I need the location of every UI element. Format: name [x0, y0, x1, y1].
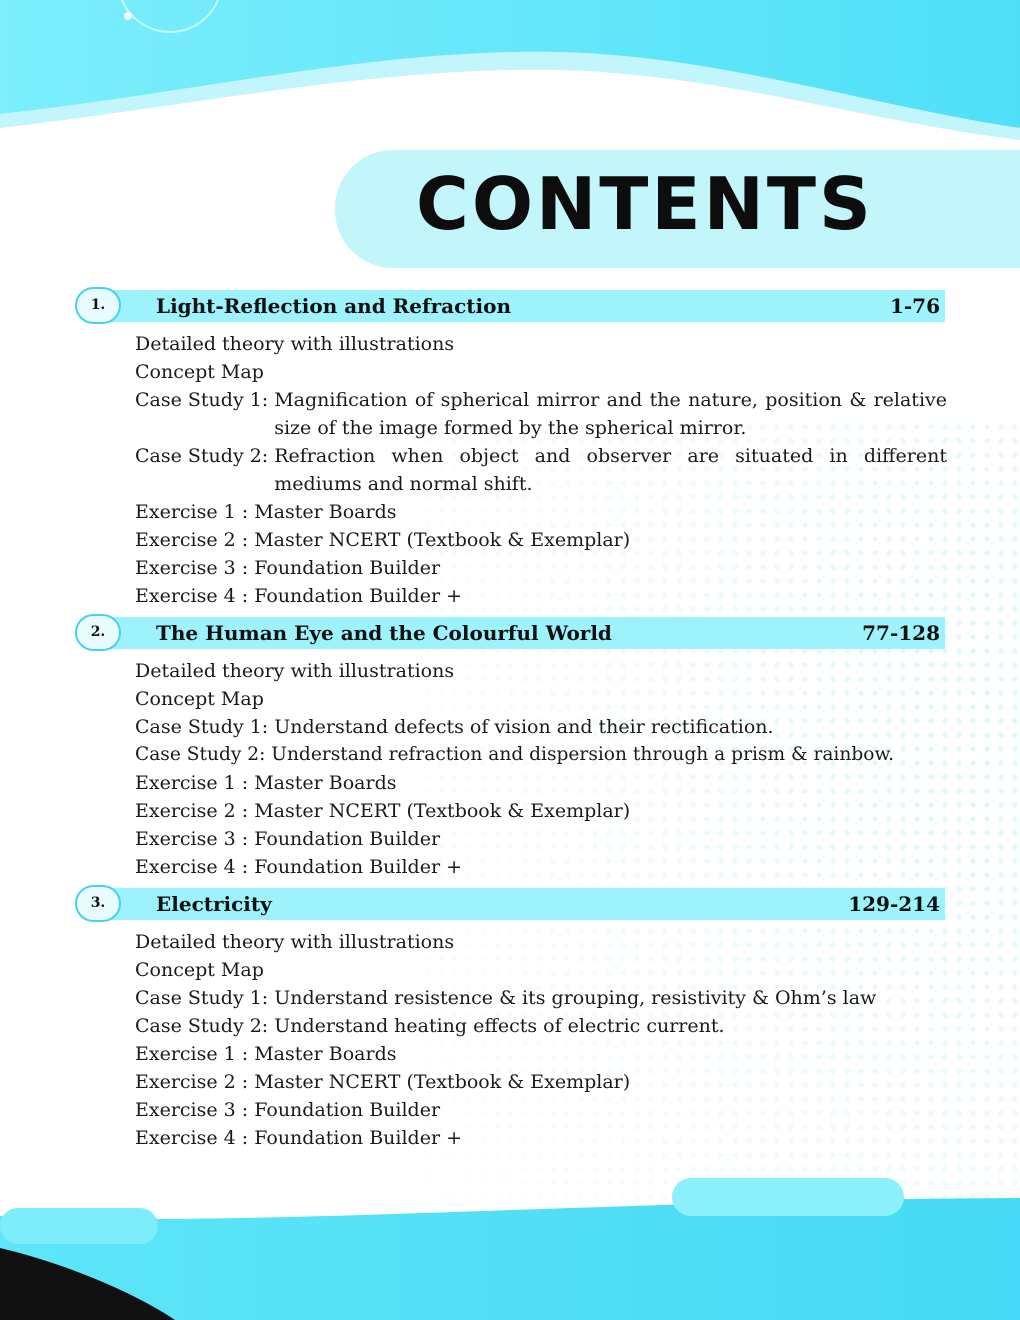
- chapter-number: 2.: [75, 614, 121, 651]
- chapter-page-range: 1-76: [889, 294, 940, 318]
- list-item: Detailed theory with illustrations: [135, 931, 455, 953]
- chapter-page-range: 77-128: [862, 621, 940, 645]
- list-item: Exercise 1 : Master Boards: [135, 772, 397, 794]
- chapter-items: [135, 330, 947, 610]
- list-item: Exercise 2 : Master NCERT (Textbook & Exemplar): [135, 1071, 631, 1093]
- chapter-items: [135, 928, 947, 1152]
- case-study: Case Study 2: Understand refraction and dispersion through a prism & rainbow.: [135, 744, 895, 765]
- list-item: Exercise 2 : Master NCERT (Textbook & Exemplar): [135, 800, 631, 822]
- case-study: Case Study 2: Understand heating effects of electric current.: [135, 1015, 725, 1037]
- case-study: Case Study 1: Understand resistence & its grouping, resistivity & Ohm’s law: [135, 987, 877, 1009]
- list-item: Concept Map: [135, 959, 264, 981]
- list-item: Exercise 4 : Foundation Builder +: [135, 856, 463, 878]
- case-study-text: Refraction when object and observer are situated in different mediums and normal shift.: [274, 445, 947, 495]
- list-item: Exercise 1 : Master Boards: [135, 501, 397, 523]
- chapter-title[interactable]: Electricity: [156, 892, 272, 916]
- list-item: Exercise 1 : Master Boards: [135, 1043, 397, 1065]
- case-study-label: Case Study 2:: [135, 445, 269, 467]
- list-item: Concept Map: [135, 688, 264, 710]
- chapter-number: 1.: [75, 287, 121, 324]
- list-item: Detailed theory with illustrations: [135, 333, 455, 355]
- case-study-text: Magnification of spherical mirror and the nature, position & relative size of the image formed by the spherical mirror.: [274, 389, 947, 439]
- chapter-title[interactable]: The Human Eye and the Colourful World: [156, 621, 612, 645]
- list-item: Exercise 4 : Foundation Builder +: [135, 585, 463, 607]
- chapter-title[interactable]: Light-Reflection and Refraction: [156, 294, 511, 318]
- chapter-page-range: 129-214: [848, 892, 940, 916]
- chapter-number: 3.: [75, 885, 121, 922]
- case-study: [135, 386, 947, 442]
- list-item: Exercise 3 : Foundation Builder: [135, 828, 441, 850]
- list-item: Detailed theory with illustrations: [135, 660, 455, 682]
- list-item: Concept Map: [135, 361, 264, 383]
- case-study: Case Study 1: Understand defects of vision and their rectification.: [135, 716, 774, 738]
- list-item: Exercise 4 : Foundation Builder +: [135, 1127, 463, 1149]
- page-title: CONTENTS: [416, 162, 874, 246]
- list-item: Exercise 3 : Foundation Builder: [135, 1099, 441, 1121]
- case-study-label: Case Study 1:: [135, 389, 269, 411]
- case-study: [135, 442, 947, 498]
- chapter-items: [135, 657, 947, 881]
- list-item: Exercise 3 : Foundation Builder: [135, 557, 441, 579]
- list-item: Exercise 2 : Master NCERT (Textbook & Exemplar): [135, 529, 631, 551]
